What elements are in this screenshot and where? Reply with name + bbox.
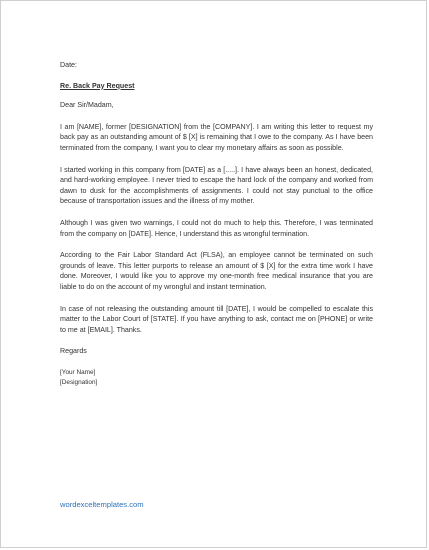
paragraph-flsa-claim: According to the Fair Labor Standard Act (FLSA), an employee cannot be terminated on such grounds of leave. This letter purports to release an amount of $ [X] for the extra time work I have done. Moreover, I would like you to approve my one-month free medical insurance that you are liable to do on the account of my wrongful and instant termination. — [60, 251, 373, 291]
subject-line: Re. Back Pay Request — [60, 81, 135, 90]
letter-body — [60, 60, 373, 388]
signature-name: [Your Name] — [60, 368, 96, 376]
paragraph-introduction: I am [NAME], former [DESIGNATION] from the [COMPANY]. I am writing this letter to request my back pay as an outstanding amount of $ [X] is remaining that I owe to the company. As I have been terminated from the company, I want you to clear my monetary affairs as soon as possible. — [60, 122, 373, 152]
footer-website-link[interactable]: wordexceltemplates.com — [60, 500, 144, 509]
closing: Regards — [60, 347, 87, 356]
signature-designation: [Designation] — [60, 378, 98, 386]
paragraph-employment-history: I started working in this company from [DATE] as a [.....]. I have always been an honest, dedicated, and hard-working employee. I never tried to escape the hard lock of the company and worked from dawn to dusk for the accomplishments of assignments. I could not stay punctual to the office because of transportation issues and the illness of my mother. — [60, 165, 373, 206]
paragraph-termination: Although I was given two warnings, I could not do much to help this. Therefore, I was terminated from the company on [DATE]. Hence, I understand this as wrongful termination. — [60, 218, 373, 238]
date-label: Date: — [60, 61, 77, 69]
salutation: Dear Sir/Madam, — [60, 101, 114, 110]
paragraph-escalation: In case of not releasing the outstanding amount till [DATE], I would be compelled to escalate this matter to the Labor Court of [STATE]. If you have anything to ask, contact me on [PHONE] or write to me at [EMAIL]. Thanks. — [60, 304, 373, 334]
